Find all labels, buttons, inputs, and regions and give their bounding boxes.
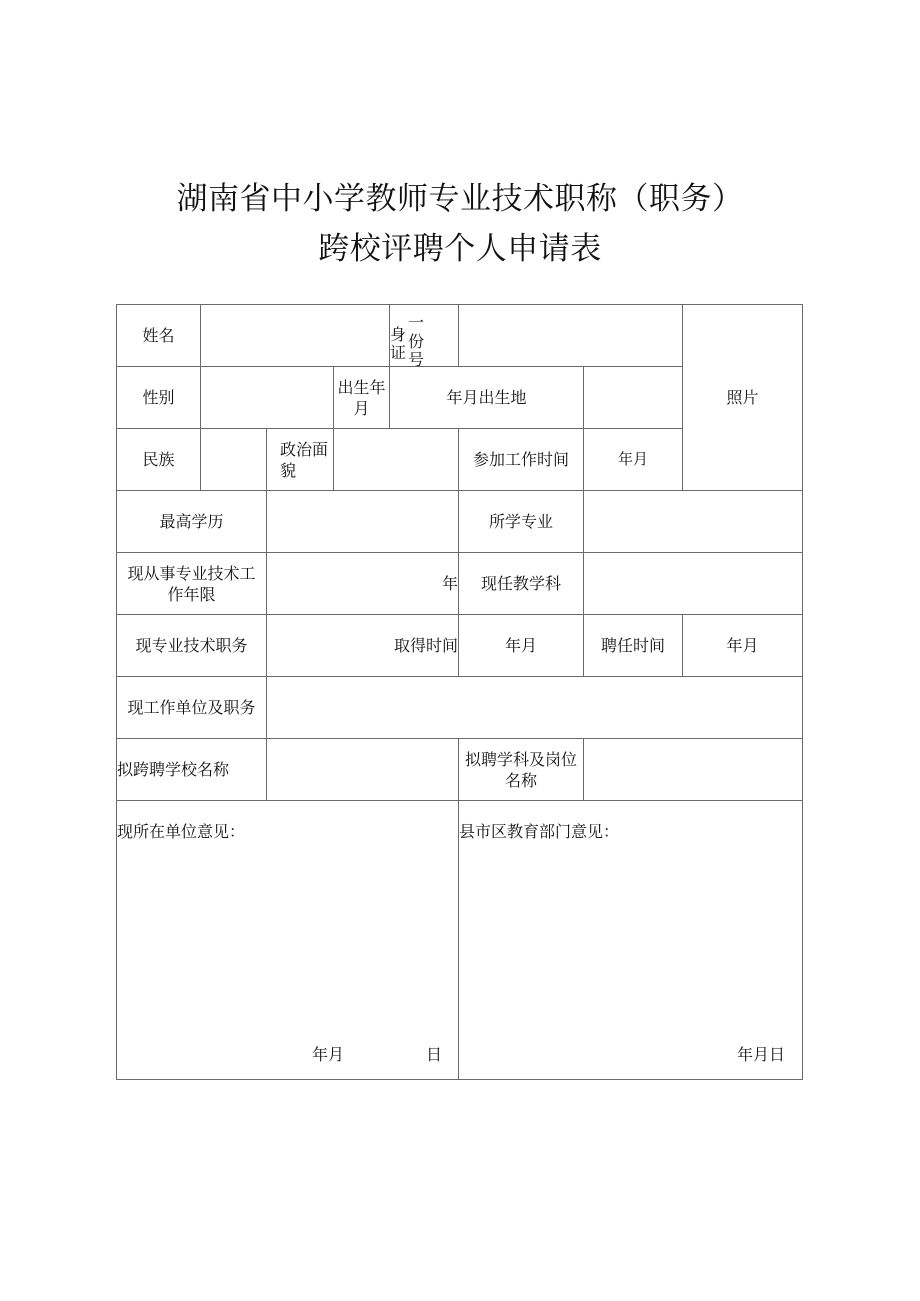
id-label-char: 份 [408, 332, 425, 351]
unit-field[interactable] [267, 677, 802, 738]
name-label: 姓名 [142, 326, 175, 345]
appoint-time-label: 聘任时间 [600, 636, 665, 655]
target-school-field[interactable] [267, 739, 458, 800]
work-start-value[interactable]: 年月 [617, 450, 648, 468]
form-title-line2: 跨校评聘个人申请表 [318, 231, 602, 267]
current-title-field[interactable] [267, 615, 458, 676]
work-start-label: 参加工作时间 [472, 450, 569, 469]
name-field[interactable] [201, 305, 389, 366]
work-years-unit: 年 [441, 574, 458, 593]
work-years-field[interactable] [267, 553, 458, 614]
current-subject-field[interactable] [584, 553, 802, 614]
political-label: 政治面貌 [280, 439, 329, 480]
gender-label: 性别 [142, 388, 175, 407]
unit-label: 现工作单位及职务 [127, 698, 256, 717]
photo-box[interactable] [683, 305, 802, 490]
current-title-label: 现专业技术职务 [135, 636, 248, 655]
target-subject-label: 拟聘学科及岗位名称 [464, 749, 577, 790]
birthplace-label: 出生地 [478, 388, 527, 407]
dept-opinion-box[interactable] [459, 801, 802, 1079]
work-years-label: 现从事专业技术工作年限 [127, 563, 256, 604]
target-school-label: 拟跨聘学校名称 [117, 760, 230, 779]
education-field[interactable] [267, 491, 458, 552]
target-subject-field[interactable] [584, 739, 802, 800]
ethnic-field[interactable] [201, 429, 266, 490]
unit-opinion-label: 现所在单位意见： [117, 822, 246, 841]
education-label: 最高学历 [159, 512, 224, 531]
id-label-char: 身 [390, 325, 407, 344]
unit-opinion-box[interactable] [117, 801, 458, 1079]
birth-value: 年月 [446, 388, 479, 407]
obtain-time-label: 取得时间 [393, 636, 458, 655]
id-number-field[interactable] [459, 305, 682, 366]
ethnic-label: 民族 [142, 450, 175, 469]
dept-opinion-label: 县市区教育部门意见： [459, 822, 620, 841]
form-title-line1: 湖南省中小学教师专业技术职称（职务） [176, 181, 744, 217]
obtain-time-value[interactable]: 年月 [504, 636, 537, 655]
gender-field[interactable] [201, 367, 333, 428]
current-subject-label: 现任教学科 [480, 574, 561, 593]
appoint-time-value[interactable]: 年月 [726, 636, 759, 655]
political-field[interactable] [334, 429, 458, 490]
photo-label: 照片 [726, 388, 759, 407]
unit-opinion-date-ym: 年月 [312, 1045, 345, 1064]
id-label-char: 号 [408, 350, 425, 369]
birth-label: 出生年月 [337, 377, 386, 418]
id-label-char: 一 [408, 313, 425, 332]
birth-and-birthplace[interactable] [390, 367, 583, 428]
dept-opinion-date: 年月日 [737, 1045, 786, 1064]
major-field[interactable] [584, 491, 802, 552]
unit-opinion-date-d: 日 [426, 1045, 443, 1064]
id-label-char: 证 [390, 343, 407, 362]
major-label: 所学专业 [488, 512, 553, 531]
birthplace-field[interactable] [584, 367, 682, 428]
